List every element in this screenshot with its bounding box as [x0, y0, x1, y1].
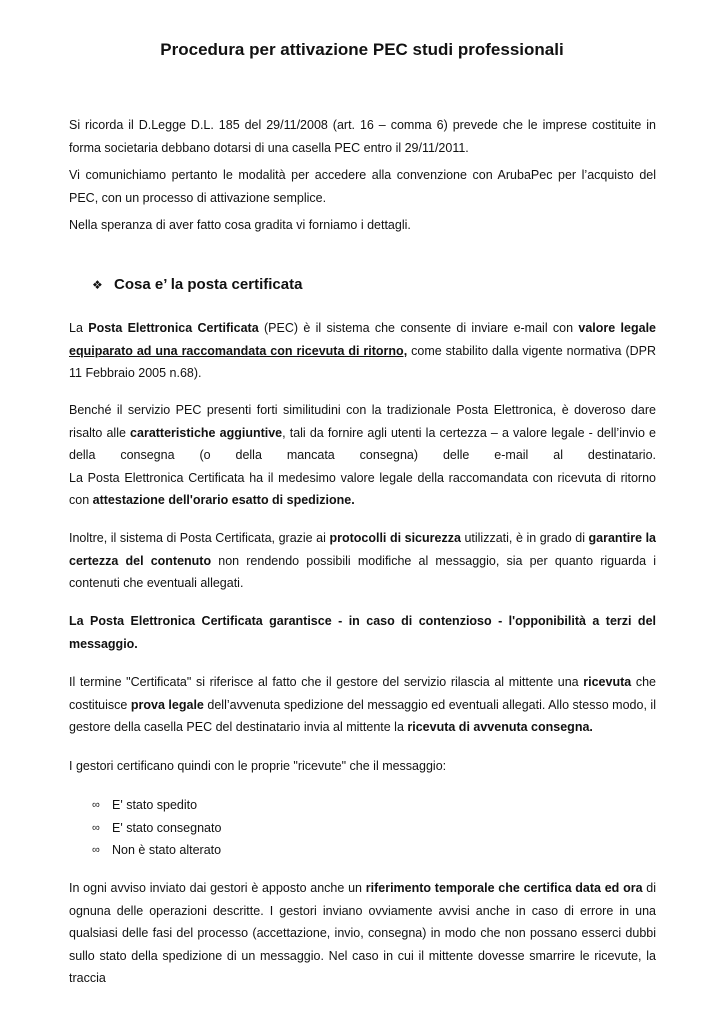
text-run: Benché il servizio PEC presenti forti similitudini con la tradizionale Posta Elettronica, è doveroso dare risalto alle [69, 403, 656, 440]
text-run: di ognuna delle operazioni descritte. I gestori inviano ovviamente avvisi anche in caso di errore in una qualsiasi delle fasi del processo (accettazione, invio, consegna) in modo che non possano esserci dubbi sullo stato della spedizione di un messaggio. Nel caso in cui il mittente dovesse smarrire le ricevute, la traccia [69, 881, 657, 985]
providers-text: I gestori certificano quindi con le proprie "ricevute" che il messaggio: [69, 759, 447, 773]
pec-definition-paragraph [69, 317, 656, 385]
security-paragraph [69, 527, 656, 595]
bold-run: riferimento temporale che certifica data ed ora [365, 881, 643, 895]
underlined-bold-run: equiparato ad una raccomandata con ricevuta di ritorno, [69, 343, 408, 358]
bold-run: ricevuta di avvenuta consegna. [407, 720, 593, 734]
text-run: (PEC) è il sistema che consente di inviare e-mail con [258, 321, 579, 335]
text-run: La [69, 321, 89, 335]
providers-paragraph [69, 755, 656, 778]
section-heading-text: Cosa e’ la posta certificata [114, 276, 303, 293]
list-item [92, 817, 221, 840]
intro-paragraph-1 [69, 114, 656, 159]
intro-paragraph-2 [69, 164, 656, 209]
bold-run: Posta Elettronica Certificata [88, 321, 259, 335]
text-run: La Posta Elettronica Certificata ha il medesimo valore legale della raccomandata con ricevuta di ritorno con [69, 470, 656, 507]
text-run: che costituisce [69, 675, 656, 712]
intro-text-3: Nella speranza di aver fatto cosa gradita vi forniamo i dettagli. [69, 218, 411, 232]
diamond-bullet-icon: ❖ [92, 277, 103, 292]
list-item [92, 794, 221, 817]
infinity-bullet-icon: ∞ [92, 821, 100, 834]
timestamp-paragraph [69, 877, 656, 990]
receipt-paragraph [69, 671, 656, 739]
certification-list [92, 794, 221, 862]
list-item-text: E' stato spedito [112, 798, 198, 812]
intro-paragraph-3 [69, 214, 656, 237]
intro-text-1: Si ricorda il D.Legge D.L. 185 del 29/11/2008 (art. 16 – comma 6) prevede che le imprese costituite in forma societaria debbano dotarsi di una casella PEC entro il 29/11/2011. [69, 118, 656, 155]
text-run: non rendendo possibili modifiche al messaggio, sia per quanto riguarda i contenuti che eventuali allegati. [69, 553, 656, 590]
bold-run: La Posta Elettronica Certificata garantisce - in caso di contenzioso - l'opponibilità a terzi del messaggio. [69, 614, 656, 651]
bold-run: prova legale [130, 697, 204, 712]
intro-text-2: Vi comunichiamo pertanto le modalità per accedere alla convenzione con ArubaPec per l’acquisto del PEC, con un processo di attivazione semplice. [69, 168, 656, 205]
text-run: utilizzati, è in grado di [460, 531, 589, 545]
bold-run: protocolli di sicurezza [329, 531, 461, 545]
bold-run: garantire la certezza del contenuto [69, 531, 656, 568]
guarantee-paragraph [69, 610, 656, 655]
list-item-text: E' stato consegnato [112, 820, 222, 835]
text-run: Inoltre, il sistema di Posta Certificata, grazie ai [69, 531, 330, 545]
text-run: dell’avvenuta spedizione del messaggio ed eventuali allegati. Allo stesso modo, il gestore della casella PEC del destinatario invia al mittente la [69, 697, 656, 734]
infinity-bullet-icon: ∞ [92, 844, 100, 856]
text-run: In ogni avviso inviato dai gestori è apposto anche un [69, 881, 366, 895]
text-run: , tali da fornire agli utenti la certezza – a valore legale - dell’invio e della consegna (o della mancata consegna) delle e-mail al destinatario. [69, 425, 656, 462]
features-paragraph [69, 399, 656, 512]
list-item-text: Non è stato alterato [112, 843, 222, 857]
text-run: Il termine "Certificata" si riferisce al fatto che il gestore del servizio rilascia al mittente una [69, 675, 584, 689]
bold-run: valore legale [578, 321, 656, 335]
section-heading [92, 276, 302, 293]
infinity-bullet-icon: ∞ [92, 799, 100, 811]
page-title: Procedura per attivazione PEC studi professionali [160, 40, 564, 59]
list-item [92, 839, 221, 862]
text-run: come stabilito dalla vigente normativa (DPR 11 Febbraio 2005 n.68). [69, 343, 656, 380]
bold-run: ricevuta [583, 675, 632, 689]
bold-run: attestazione dell'orario esatto di spedizione. [92, 493, 355, 507]
bold-run: caratteristiche aggiuntive [130, 425, 283, 440]
